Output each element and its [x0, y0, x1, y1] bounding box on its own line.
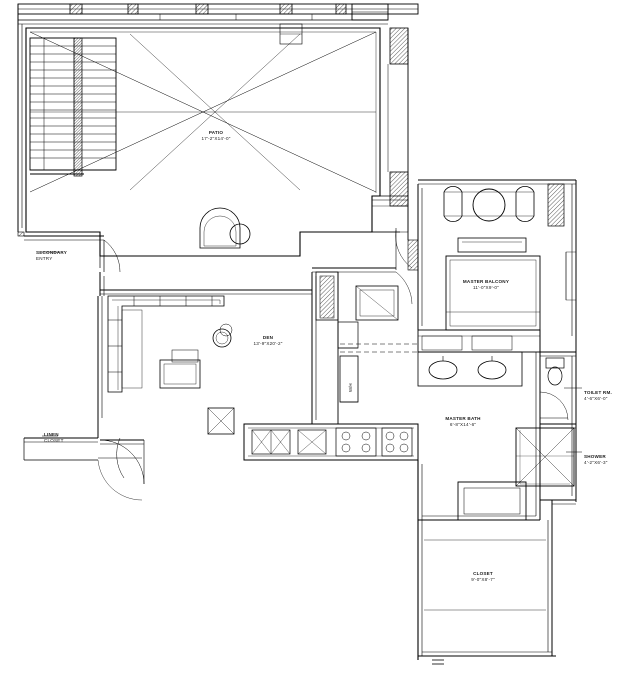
room-label-master-bath	[445, 416, 480, 427]
room-label-patio	[201, 130, 230, 141]
room-dim-linen-closet: CLOSET	[44, 437, 64, 443]
room-dim-toilet-room: 4'-6"X6'-0"	[584, 395, 608, 401]
room-dim-patio: 17'-2"X14'-0"	[201, 135, 231, 141]
room-label-den	[253, 335, 282, 346]
room-label-master-balcony	[463, 279, 509, 290]
room-dim-secondary-entry: ENTRY	[36, 255, 53, 261]
room-name-patio: PATIO	[208, 130, 224, 135]
room-label-linen-closet	[44, 432, 64, 443]
room-name-linen-closet: LINEN	[44, 432, 59, 437]
room-label-closet	[471, 571, 495, 582]
room-name-secondary-entry: SECONDARY	[36, 250, 67, 255]
room-name-toilet-room: TOILET RM.	[584, 390, 612, 395]
room-dim-master-balcony: 11'-0"X9'-0"	[473, 284, 499, 290]
label-water-heater: W/H	[348, 383, 353, 392]
room-dim-master-bath: 6'-8"X14'-6"	[449, 421, 477, 427]
room-name-master-bath: MASTER BATH	[445, 416, 481, 421]
room-dim-shower: 4'-2"X6'-3"	[584, 459, 608, 465]
room-label-toilet-room	[584, 390, 612, 401]
room-dim-closet: 9'-0"X8'-7"	[471, 576, 495, 582]
room-name-den: DEN	[262, 335, 274, 340]
room-name-shower: SHOWER	[584, 454, 606, 459]
room-name-closet: CLOSET	[473, 571, 493, 576]
room-name-master-balcony: MASTER BALCONY	[462, 279, 510, 284]
room-label-shower	[584, 454, 608, 465]
room-dim-den: 13'-9"X20'-2"	[253, 340, 283, 346]
room-label-secondary-entry	[36, 250, 67, 261]
